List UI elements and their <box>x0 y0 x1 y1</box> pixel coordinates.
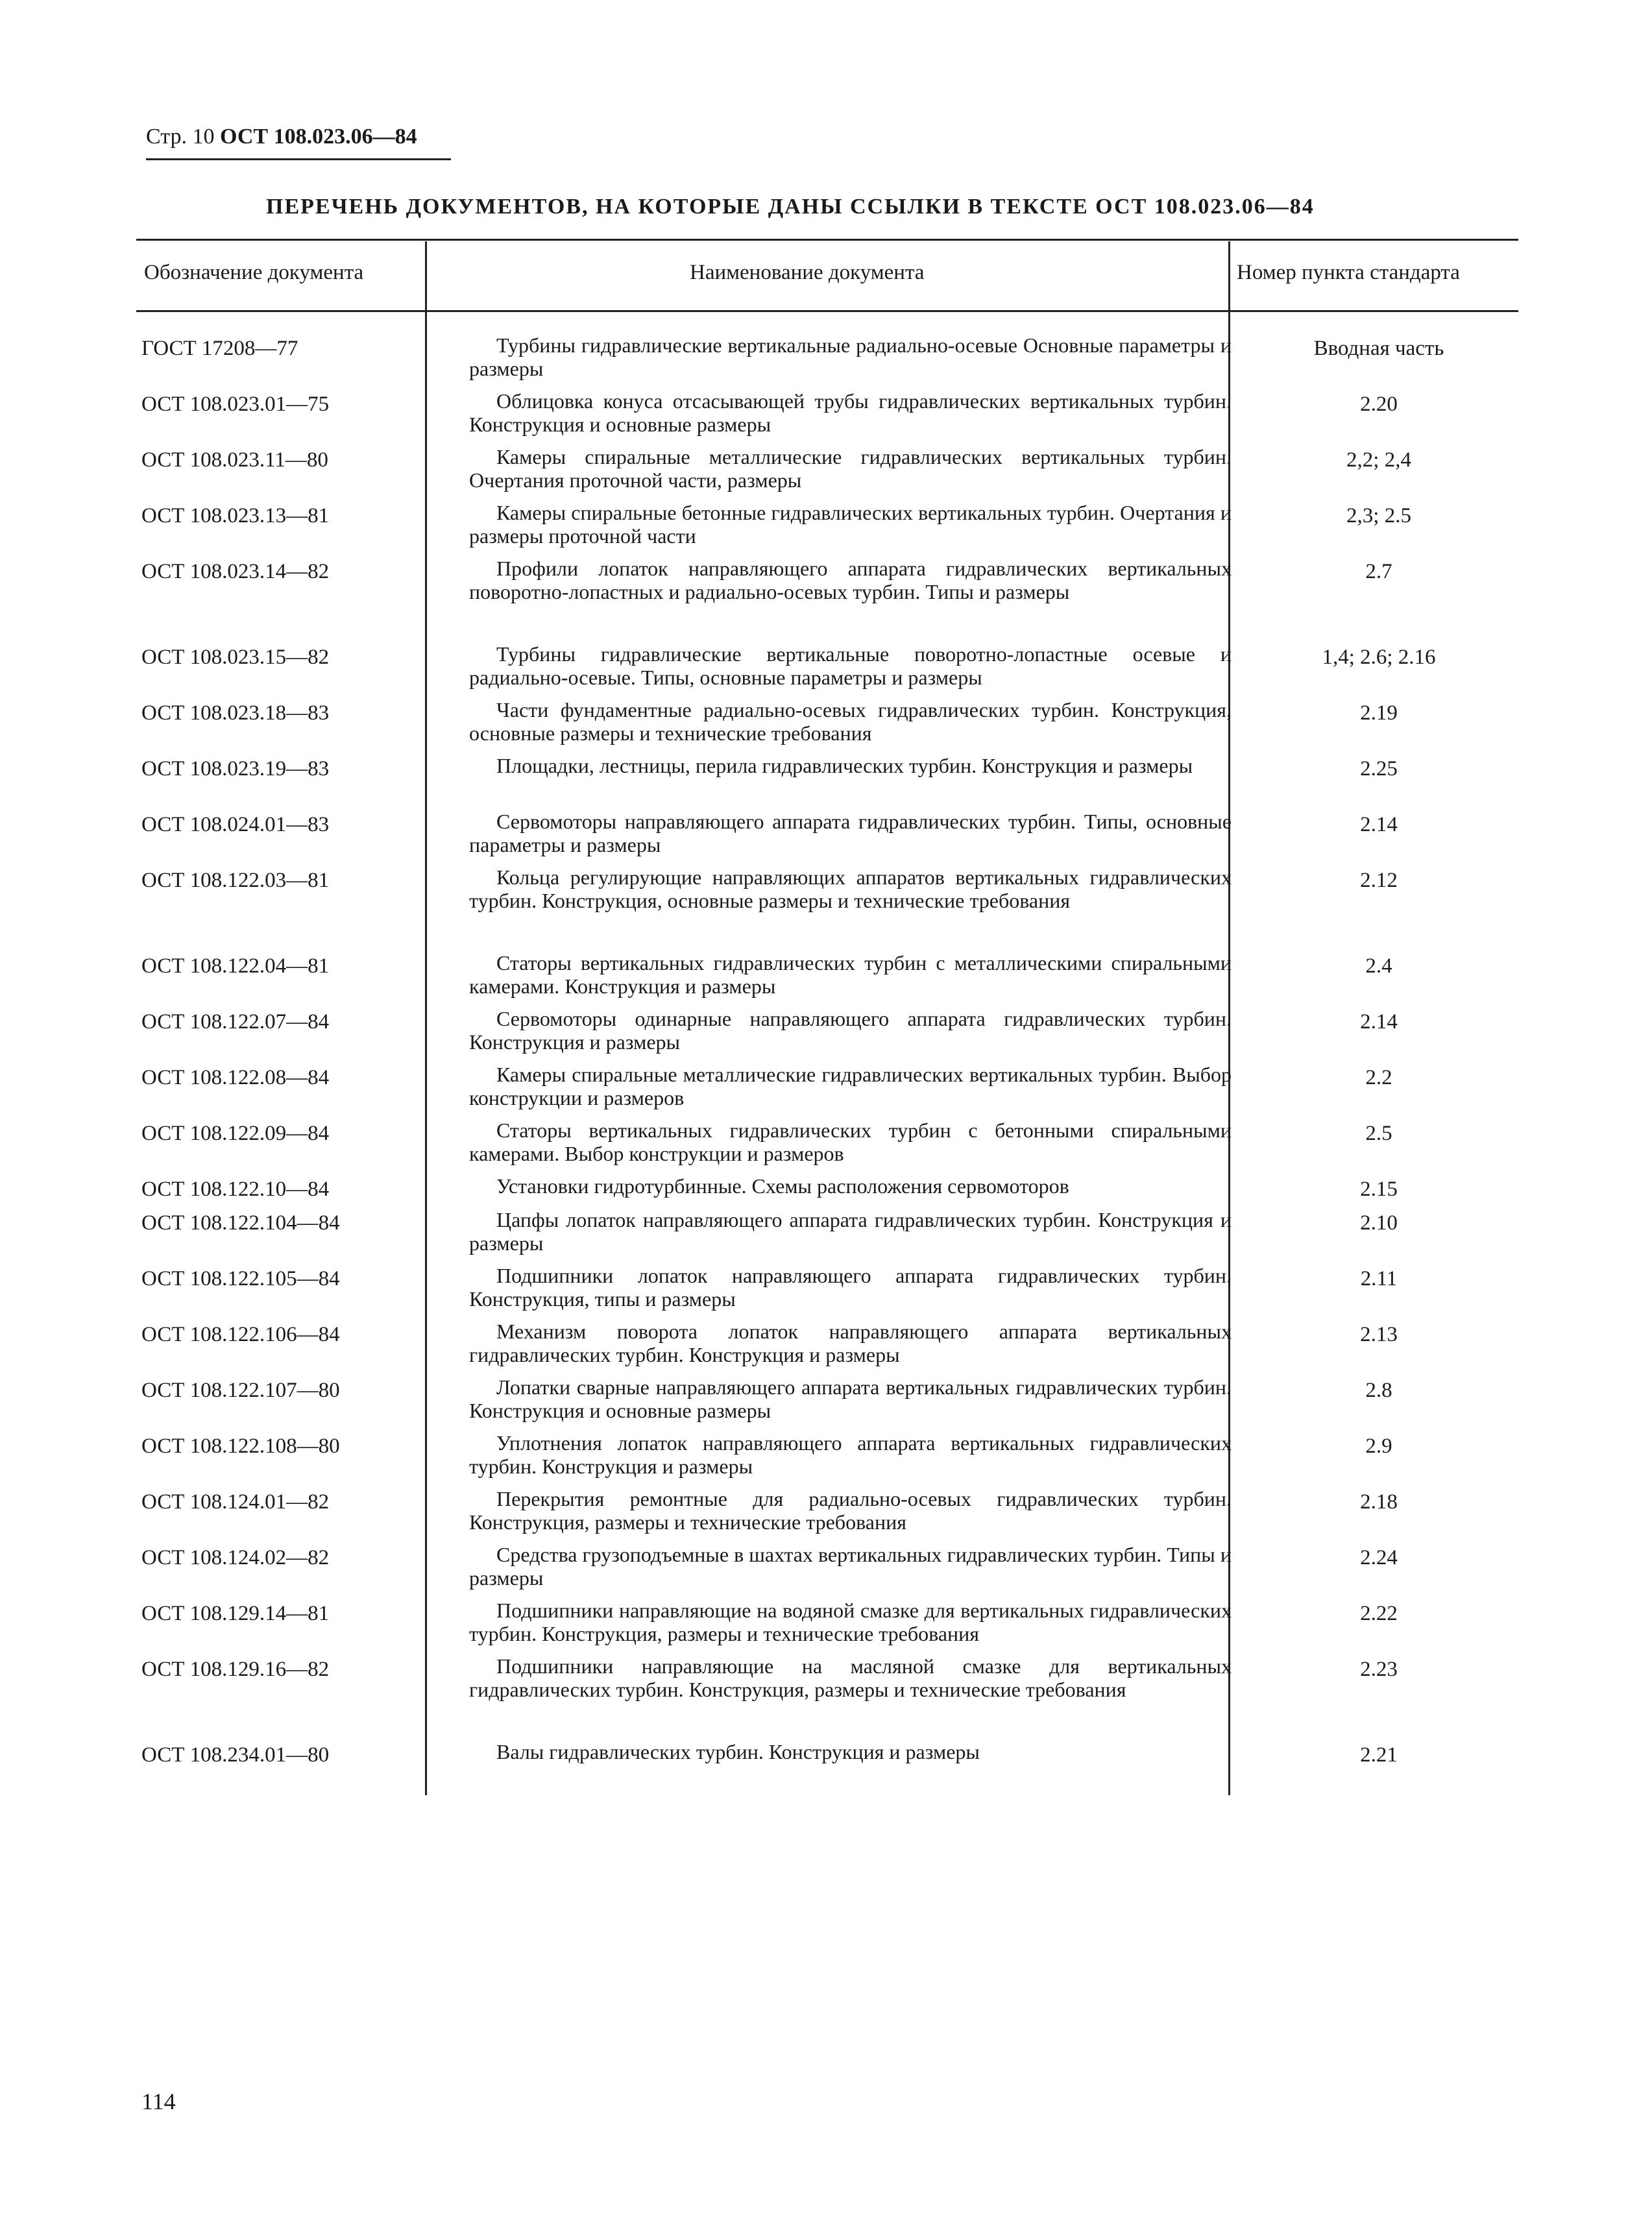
document-code: ОСТ 108.122.108—80 <box>141 1434 340 1458</box>
document-code: ОСТ 108.122.04—81 <box>141 954 330 978</box>
standard-clause-ref: 2.19 <box>1360 701 1398 725</box>
document-code: ОСТ 108.122.106—84 <box>141 1323 340 1346</box>
standard-clause-ref: 2.2 <box>1365 1066 1392 1089</box>
document-code: ОСТ 108.122.03—81 <box>141 869 330 892</box>
document-name: Сервомоторы одинарные направляющего аппарата гидравлических турбин. Конструкция и размеры <box>469 1007 1232 1054</box>
column-header-name: Наименование документа <box>690 261 925 284</box>
standard-clause-ref: 2.14 <box>1360 1010 1398 1034</box>
standard-clause-ref: 2.20 <box>1360 393 1398 416</box>
document-name: Лопатки сварные направляющего аппарата вертикальных гидравлических турбин. Конструкция и основные размеры <box>469 1375 1232 1422</box>
document-code: ОСТ 108.129.16—82 <box>141 1658 330 1681</box>
document-code: ОСТ 108.023.19—83 <box>141 757 330 780</box>
standard-clause-ref: 2.4 <box>1365 954 1392 978</box>
document-name: Цапфы лопаток направляющего аппарата гидравлических турбин. Конструкция и размеры <box>469 1208 1232 1255</box>
table-top-rule <box>136 239 1518 241</box>
document-name: Площадки, лестницы, перила гидравлических турбин. Конструкция и размеры <box>496 754 1193 777</box>
standard-clause-ref: 2.12 <box>1360 869 1398 892</box>
standard-clause-ref: 2.8 <box>1365 1379 1392 1402</box>
document-code: ОСТ 108.122.08—84 <box>141 1066 330 1089</box>
document-code: ОСТ 108.023.15—82 <box>141 646 330 669</box>
document-code: ОСТ 108.023.14—82 <box>141 560 330 583</box>
document-code: ГОСТ 17208—77 <box>141 337 298 360</box>
document-name: Подшипники направляющие на масляной смазке для вертикальных гидравлических турбин. Конструкция, размеры и технические требования <box>469 1654 1232 1701</box>
document-name: Статоры вертикальных гидравлических турбин с металлическими спиральными камерами. Конструкция и размеры <box>469 951 1232 998</box>
standard-clause-ref: 2.25 <box>1360 757 1398 780</box>
standard-clause-ref: Вводная часть <box>1313 337 1444 360</box>
document-name: Средства грузоподъемные в шахтах вертикальных гидравлических турбин. Типы и размеры <box>469 1543 1232 1590</box>
document-name: Части фундаментные радиально-осевых гидравлических турбин. Конструкция, основные размеры и технические требования <box>469 698 1232 745</box>
standard-clause-ref: 2.21 <box>1360 1743 1398 1767</box>
document-code: ОСТ 108.024.01—83 <box>141 813 330 836</box>
document-code: ОСТ 108.023.18—83 <box>141 701 330 725</box>
document-title: ПЕРЕЧЕНЬ ДОКУМЕНТОВ, НА КОТОРЫЕ ДАНЫ ССЫЛКИ В ТЕКСТЕ ОСТ 108.023.06—84 <box>266 195 1315 219</box>
document-code: ОСТ 108.122.10—84 <box>141 1178 330 1201</box>
standard-clause-ref: 2.18 <box>1360 1490 1398 1514</box>
standard-clause-ref: 2.5 <box>1365 1122 1392 1145</box>
page-label: Стр. 10 <box>146 125 215 149</box>
standard-clause-ref: 2.14 <box>1360 813 1398 836</box>
document-code: ОСТ 108.129.14—81 <box>141 1602 330 1625</box>
document-name: Облицовка конуса отсасывающей трубы гидравлических вертикальных турбин. Конструкция и основные размеры <box>469 389 1232 436</box>
document-name: Установки гидротурбинные. Схемы расположения сервомоторов <box>496 1174 1069 1198</box>
document-code: ОСТ 108.124.01—82 <box>141 1490 330 1514</box>
table-header-rule <box>136 310 1518 312</box>
standard-clause-ref: 2.10 <box>1360 1211 1398 1235</box>
document-name: Кольца регулирующие направляющих аппаратов вертикальных гидравлических турбин. Конструкция, основные размеры и технические требования <box>469 865 1232 912</box>
document-name: Камеры спиральные бетонные гидравлических вертикальных турбин. Очертания и размеры проточной части <box>469 501 1232 548</box>
standard-clause-ref: 2.11 <box>1360 1267 1398 1290</box>
document-name: Турбины гидравлические вертикальные поворотно-лопастные осевые и радиально-осевые. Типы, основные параметры и размеры <box>469 642 1232 689</box>
document-code: ОСТ 108.122.107—80 <box>141 1379 340 1402</box>
document-name: Подшипники лопаток направляющего аппарата гидравлических турбин. Конструкция, типы и размеры <box>469 1264 1232 1311</box>
document-code: ОСТ 108.122.104—84 <box>141 1211 340 1235</box>
document-name: Механизм поворота лопаток направляющего аппарата вертикальных гидравлических турбин. Конструкция и размеры <box>469 1320 1232 1366</box>
document-name: Валы гидравлических турбин. Конструкция и размеры <box>496 1740 980 1763</box>
standard-clause-ref: 2.23 <box>1360 1658 1398 1681</box>
document-code: ОСТ 108.234.01—80 <box>141 1743 330 1767</box>
document-name: Сервомоторы направляющего аппарата гидравлических турбин. Типы, основные параметры и размеры <box>469 810 1232 856</box>
standard-clause-ref: 2.24 <box>1360 1546 1398 1569</box>
document-name: Профили лопаток направляющего аппарата гидравлических вертикальных поворотно-лопастных и радиально-осевых турбин. Типы и размеры <box>469 557 1232 603</box>
header-underline <box>146 158 451 160</box>
page-number: 114 <box>141 2088 176 2114</box>
standard-clause-ref: 2,2; 2,4 <box>1346 448 1411 472</box>
document-code: ОСТ 108.122.09—84 <box>141 1122 330 1145</box>
column-header-code: Обозначение документа <box>144 261 364 284</box>
document-name: Подшипники направляющие на водяной смазке для вертикальных гидравлических турбин. Конструкция, размеры и технические требования <box>469 1599 1232 1645</box>
standard-clause-ref: 1,4; 2.6; 2.16 <box>1322 646 1436 669</box>
document-code: ОСТ 108.122.105—84 <box>141 1267 340 1290</box>
document-name: Статоры вертикальных гидравлических турбин с бетонными спиральными камерами. Выбор конструкции и размеров <box>469 1119 1232 1165</box>
document-code: ОСТ 108.124.02—82 <box>141 1546 330 1569</box>
standard-clause-ref: 2.9 <box>1365 1434 1392 1458</box>
document-name: Камеры спиральные металлические гидравлических вертикальных турбин. Выбор конструкции и размеров <box>469 1063 1232 1109</box>
document-name: Перекрытия ремонтные для радиально-осевых гидравлических турбин. Конструкция, размеры и технические требования <box>469 1487 1232 1534</box>
standard-clause-ref: 2,3; 2.5 <box>1346 504 1411 527</box>
document-code: ОСТ 108.023.11—80 <box>141 448 328 472</box>
document-code: ОСТ 108.122.07—84 <box>141 1010 330 1034</box>
document-name: Турбины гидравлические вертикальные радиально-осевые Основные параметры и размеры <box>469 333 1232 380</box>
standard-clause-ref: 2.22 <box>1360 1602 1398 1625</box>
header-standard: ОСТ 108.023.06—84 <box>220 125 417 149</box>
document-code: ОСТ 108.023.01—75 <box>141 393 330 416</box>
standard-clause-ref: 2.15 <box>1360 1178 1398 1201</box>
standard-clause-ref: 2.7 <box>1365 560 1392 583</box>
document-name: Уплотнения лопаток направляющего аппарата вертикальных гидравлических турбин. Конструкция и размеры <box>469 1431 1232 1478</box>
document-code: ОСТ 108.023.13—81 <box>141 504 330 527</box>
document-name: Камеры спиральные металлические гидравлических вертикальных турбин. Очертания проточной части, размеры <box>469 445 1232 492</box>
standard-clause-ref: 2.13 <box>1360 1323 1398 1346</box>
column-header-ref: Номер пункта стандарта <box>1237 261 1460 284</box>
page-header <box>146 125 417 149</box>
